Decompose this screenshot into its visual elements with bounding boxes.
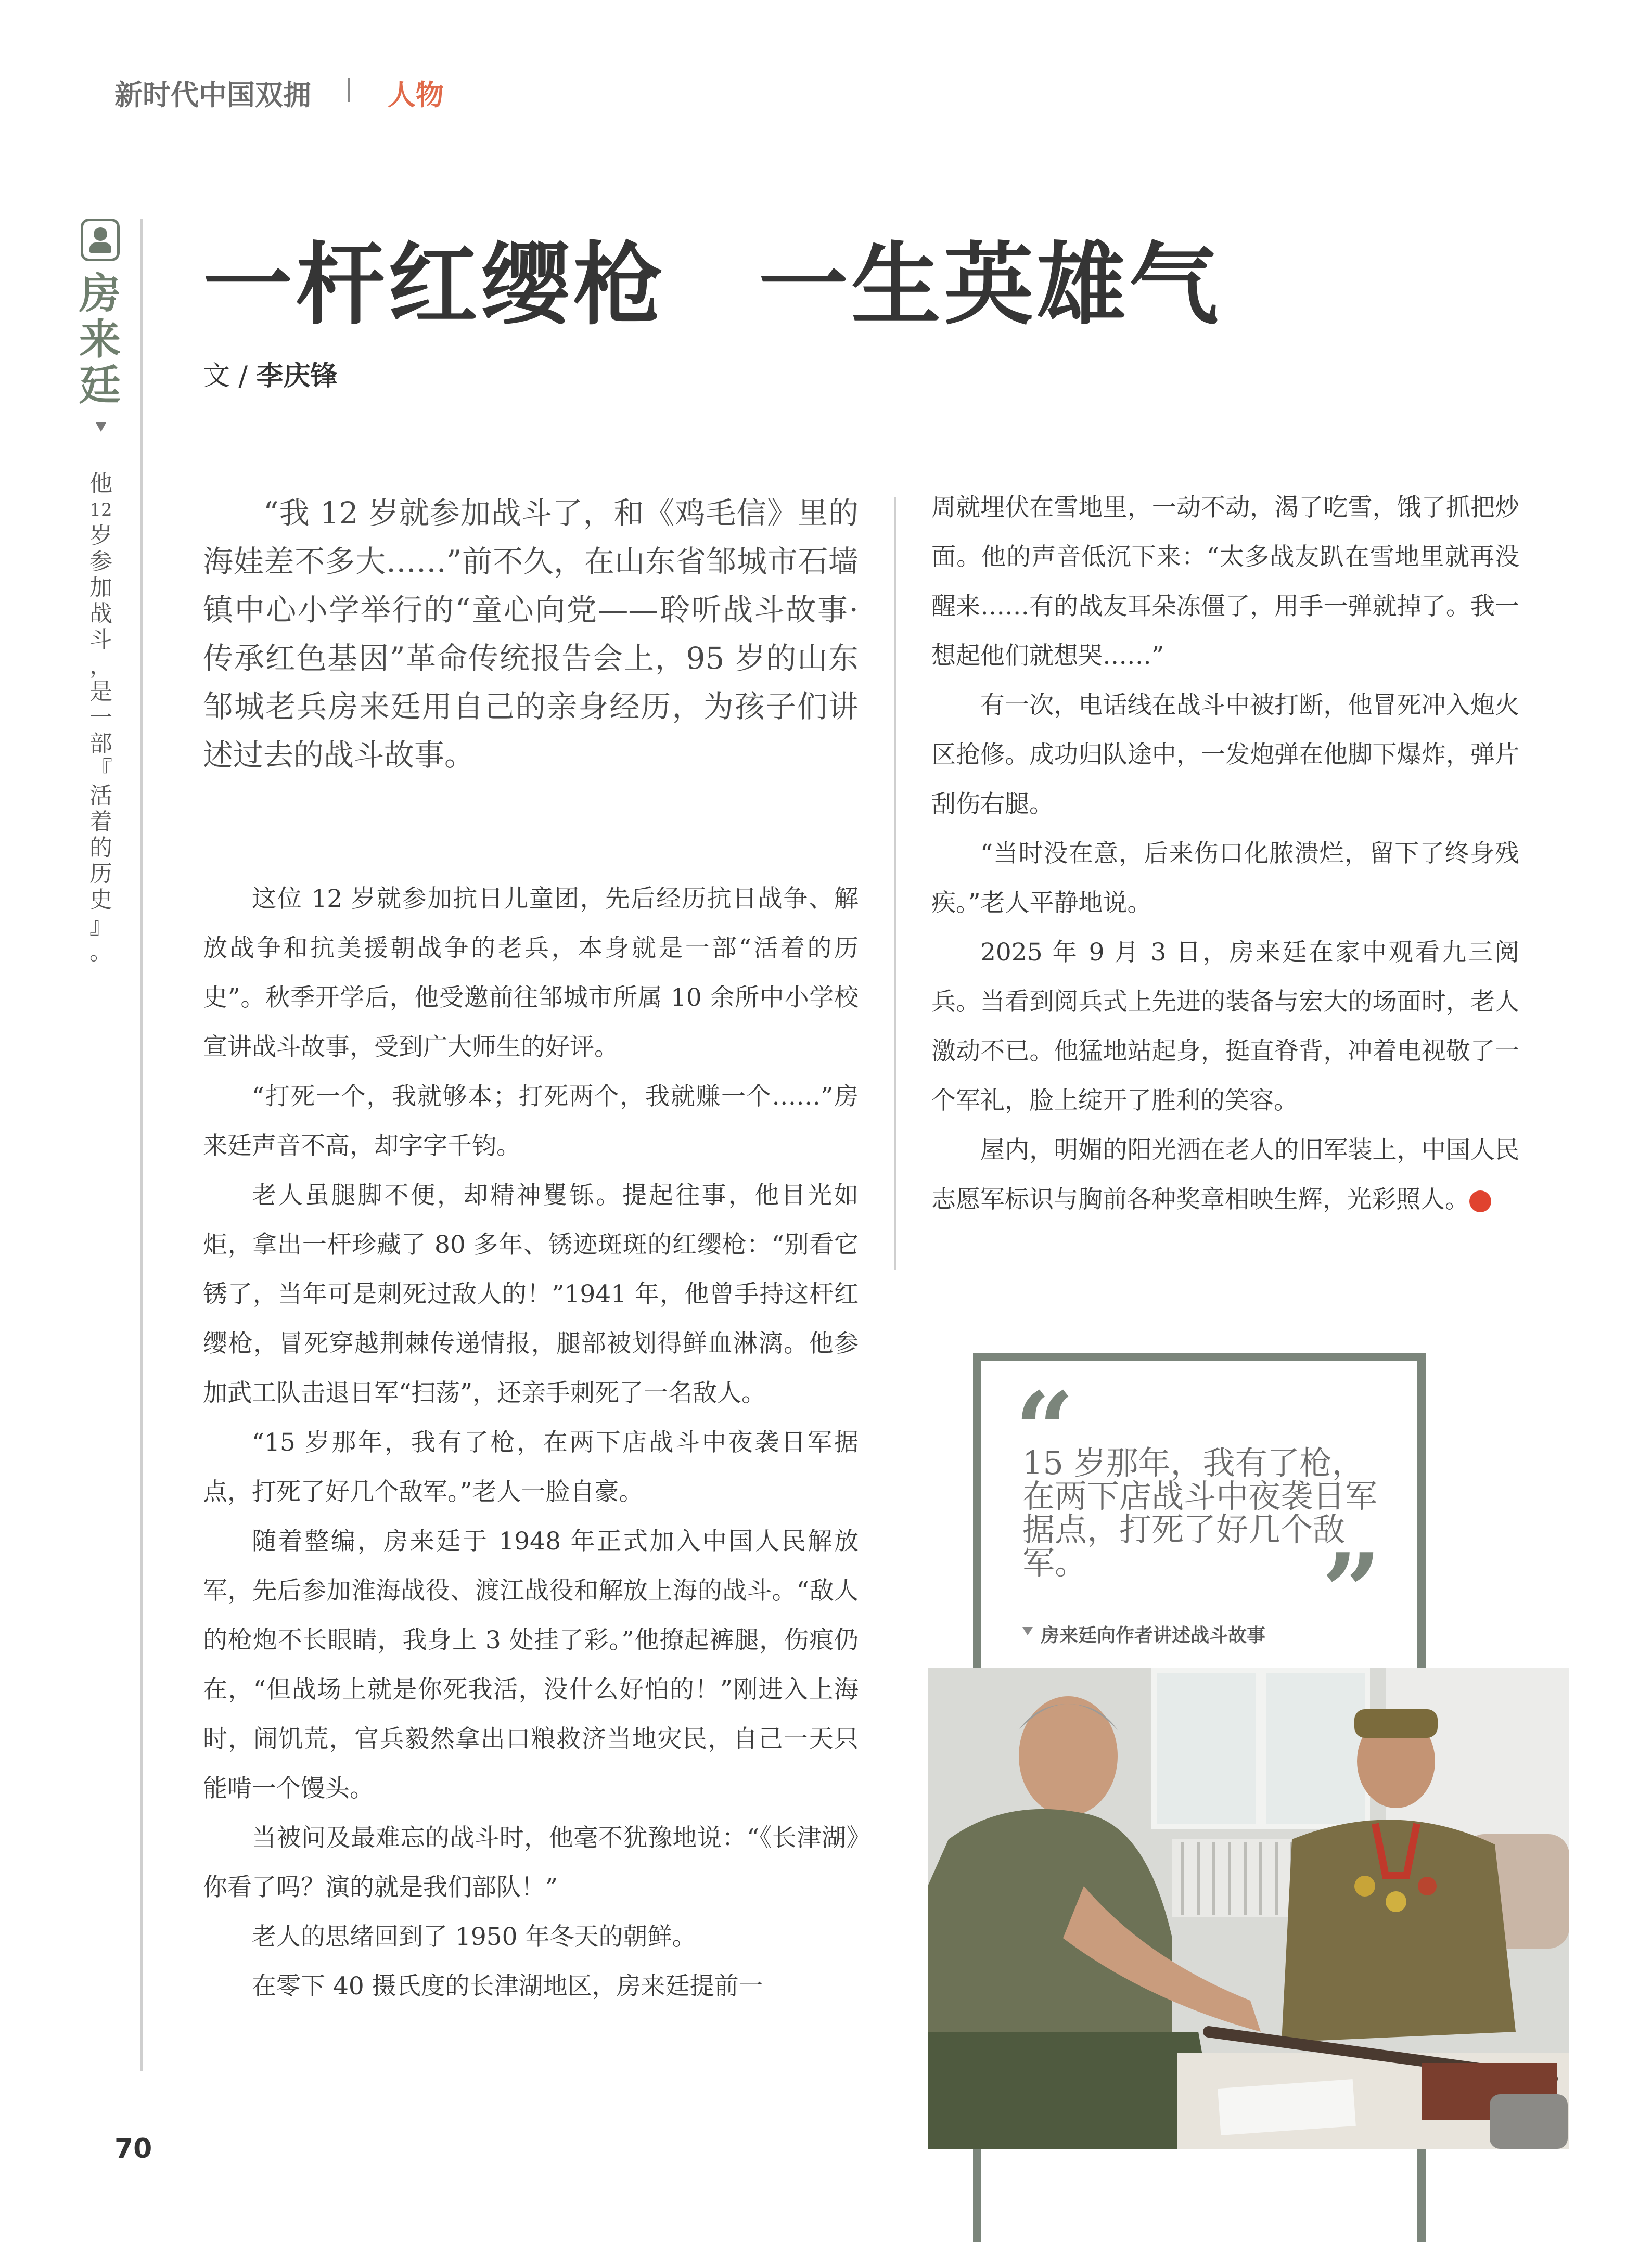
- byline: [203, 354, 338, 393]
- sidebar-quote-char: 一: [89, 704, 112, 731]
- pullquote-text: 15 岁那年，我有了枪，在两下店战斗中夜袭日军据点，打死了好几个敌军。: [1022, 1444, 1378, 1582]
- photo-drawing: [928, 1668, 1569, 2149]
- body-paragraph: 随着整编，房来廷于 1948 年正式加入中国人民解放军，先后参加淮海战役、渡江战役和解放上海的战斗。“敌人的枪炮不长眼睛，我身上 3 处挂了彩。”他撩起裤腿，伤痕仍在，“但战场上就是你死我活，没什么好怕的！”刚进入上海时，闹饥荒，官兵毅然拿出口粮救济当地灾民，自己一天只能啃一个馒头。: [203, 1527, 859, 1803]
- sidebar-quote-char: 部: [89, 731, 112, 757]
- sidebar-triangle-icon: [96, 422, 106, 432]
- author-name: 李庆锋: [256, 361, 338, 392]
- article-title: 一杆红缨枪 一生英雄气: [203, 232, 1222, 337]
- sidebar-quote-char: 参: [89, 548, 112, 575]
- sidebar-rule: [140, 219, 143, 2071]
- open-quote-icon: “: [1015, 1369, 1075, 1492]
- lead-paragraph: [203, 489, 859, 779]
- sidebar-quote-char: 『: [89, 757, 112, 783]
- sidebar-vertical-quote: [86, 471, 116, 965]
- last-paragraph-text: 屋内，明媚的阳光洒在老人的旧军装上，中国人民志愿军标识与胸前各种奖章相映生辉，光彩照人。: [931, 1136, 1519, 1214]
- body-paragraph: 当被问及最难忘的战斗时，他毫不犹豫地说：“《长津湖》你看了吗？演的就是我们部队！”: [203, 1824, 859, 1902]
- body-paragraph-continued: 周就埋伏在雪地里，一动不动，渴了吃雪，饿了抓把炒面。他的声音低沉下来：“太多战友趴在雪地里就再没醒来……有的战友耳朵冻僵了，用手一弹就掉了。我一想起他们就想哭……”: [931, 493, 1519, 670]
- body-column-left: [203, 874, 859, 2011]
- page-number: 70: [114, 2133, 152, 2164]
- sidebar-quote-char: 的: [89, 835, 112, 861]
- sidebar-name-char: 来: [79, 315, 121, 364]
- body-paragraph: 有一次，电话线在战斗中被打断，他冒死冲入炮火区抢修。成功归队途中，一发炮弹在他脚下爆炸，弹片刮伤右腿。: [931, 691, 1519, 818]
- sidebar-name-char: 廷: [79, 361, 121, 409]
- sidebar-quote-char: 岁: [89, 522, 112, 549]
- body-paragraph-last: [931, 1125, 1532, 1224]
- body-paragraph: “当时没在意，后来伤口化脓溃烂，留下了终身残疾。”老人平静地说。: [931, 839, 1519, 917]
- sidebar-quote-char: 。: [89, 939, 112, 965]
- body-paragraph: 在零下 40 摄氏度的长津湖地区，房来廷提前一: [252, 1972, 763, 2001]
- body-paragraph: 2025 年 9 月 3 日，房来廷在家中观看九三阅兵。当看到阅兵式上先进的装备与宏大的场面时，老人激动不已。他猛地站起身，挺直脊背，冲着电视敬了一个军礼，脸上绽开了胜利的笑容。: [931, 938, 1519, 1115]
- byline-prefix: 文 /: [203, 361, 257, 392]
- body-paragraph: 老人的思绪回到了 1950 年冬天的朝鲜。: [252, 1923, 697, 1951]
- column-divider: [894, 497, 896, 1270]
- body-paragraph: “15 岁那年，我有了枪，在两下店战斗中夜袭日军据点，打死了好几个敌军。”老人一脸自豪。: [203, 1428, 859, 1506]
- section-name: 人物: [388, 79, 444, 111]
- sidebar-quote-char: 他: [89, 470, 112, 497]
- body-column-right: [931, 483, 1532, 1224]
- sidebar-quote-char: ，: [89, 652, 112, 679]
- body-paragraph: “打死一个，我就够本；打死两个，我就赚一个……”房来廷声音不高，却字字千钧。: [203, 1082, 859, 1160]
- caption-triangle-icon: [1022, 1627, 1033, 1635]
- sidebar-quote-char: 斗: [89, 626, 112, 653]
- sidebar-quote-char: 着: [89, 809, 112, 835]
- close-quote-icon: ”: [1322, 1531, 1382, 1653]
- sidebar-quote-char: 史: [89, 887, 112, 913]
- header-divider: [348, 78, 350, 102]
- person-icon-body: [89, 242, 111, 253]
- story-photo: [928, 1668, 1569, 2149]
- sidebar-quote-char: 是: [89, 678, 112, 705]
- sidebar-quote-char: 』: [89, 913, 112, 939]
- sidebar-quote-char: 活: [89, 783, 112, 809]
- body-paragraph: 这位 12 岁就参加抗日儿童团，先后经历抗日战争、解放战争和抗美援朝战争的老兵，本身就是一部“活着的历史”。秋季开学后，他受邀前往邹城市所属 10 余所中小学校宣讲战斗故事，受到广大师生的好评。: [203, 885, 859, 1061]
- sidebar-person-name: [79, 271, 121, 408]
- lead-text: “我 12 岁就参加战斗了，和《鸡毛信》里的海娃差不多大……”前不久，在山东省邹城市石墙镇中心小学举行的“童心向党——聆听战斗故事·传承红色基因”革命传统报告会上，95 岁的山东邹城老兵房来廷用自己的亲身经历，为孩子们讲述过去的战斗故事。: [203, 495, 859, 773]
- end-mark-icon: N: [1469, 1190, 1491, 1212]
- magazine-name: 新时代中国双拥: [114, 79, 311, 111]
- body-paragraph: 老人虽腿脚不便，却精神矍铄。提起往事，他目光如炬，拿出一杆珍藏了 80 多年、锈迹斑斑的红缨枪：“别看它锈了，当年可是刺死过敌人的！”1941 年，他曾手持这杆红缨枪，冒死穿越荆棘传递情报，腿部被划得鲜血淋漓。他参加武工队击退日军“扫荡”，还亲手刺死了一名敌人。: [203, 1181, 859, 1407]
- sidebar-quote-char: 战: [89, 600, 112, 627]
- sidebar-quote-char: 历: [89, 861, 112, 887]
- sidebar-name-char: 房: [79, 269, 121, 318]
- photo-caption: 房来廷向作者讲述战斗故事: [1041, 1625, 1266, 1646]
- person-icon: [94, 227, 107, 241]
- sidebar-quote-char: 12: [89, 499, 112, 520]
- sidebar-quote-char: 加: [89, 574, 112, 601]
